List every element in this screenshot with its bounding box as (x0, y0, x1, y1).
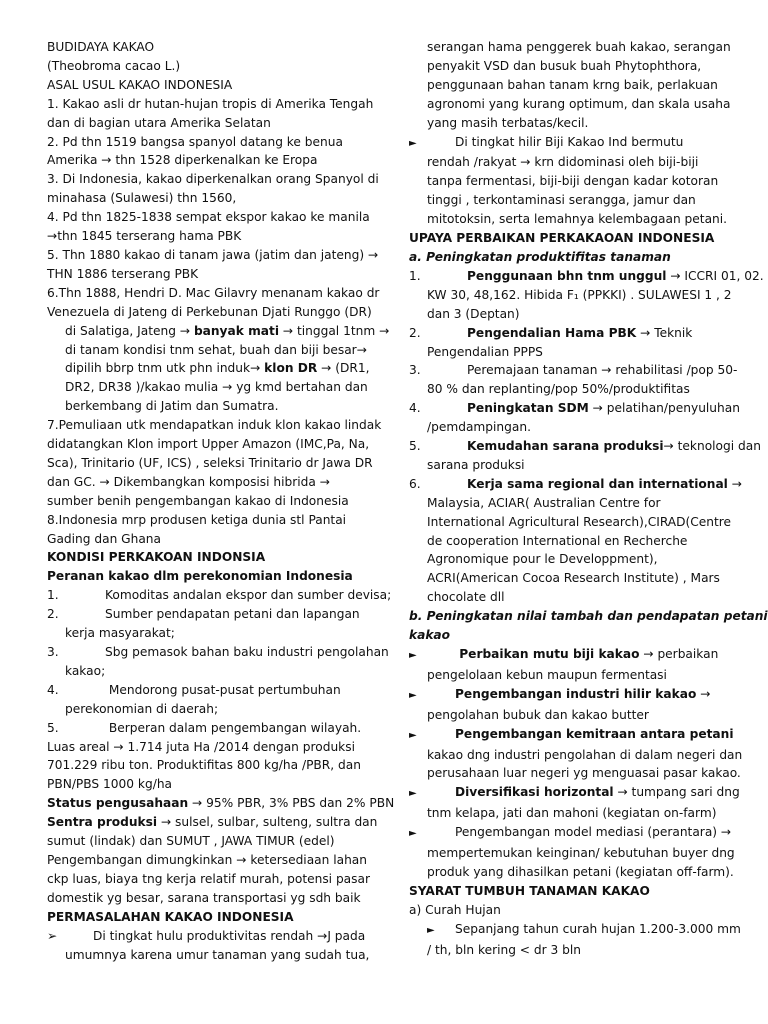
line-text: dan 3 (Deptan) (427, 306, 520, 321)
text-line (47, 95, 374, 114)
text-line (409, 324, 731, 343)
subheading: kakao (409, 628, 451, 643)
line-text: sarana produksi (427, 457, 525, 472)
arrow-bullet-icon: ➢ (47, 928, 58, 943)
bold-text: klon DR (264, 361, 318, 376)
text-line (409, 172, 731, 191)
line-text: mempertemukan keinginan/ kebutuhan buyer dng (427, 846, 735, 861)
text-line (409, 229, 731, 248)
text-line (47, 927, 369, 946)
text-line (47, 397, 369, 416)
text-line (409, 248, 731, 267)
text-line (409, 153, 731, 172)
text-line (409, 746, 743, 765)
subheading: a. Peningkatan produktifitas tanaman (409, 249, 671, 264)
text-line (47, 794, 395, 813)
line-text: 7.Pemuliaan utk mendapatkan induk klon kakao lindak (47, 418, 382, 433)
text-line (409, 286, 731, 305)
text-line (409, 361, 738, 380)
text-line (47, 530, 369, 549)
line-text: THN 1886 terserang PBK (47, 266, 199, 281)
line-text: Berperan dalam pengembangan wilayah. (105, 720, 362, 735)
list-number: 2. (409, 325, 421, 340)
text-line (47, 246, 379, 265)
line-text: di tanam kondisi tnm sehat, buah dan biji besar→ (65, 342, 367, 357)
line-text: dan di bagian utara Amerika Selatan (47, 115, 271, 130)
triangle-bullet-icon: ► (409, 788, 417, 800)
bold-text: Diversifikasi horizontal (455, 785, 614, 800)
line-text: sumut (lindak) dan SUMUT , JAWA TIMUR (edel) (47, 834, 335, 849)
list-number: 6. (409, 476, 421, 491)
line-text: Malaysia, ACIAR( Australian Centre for (427, 495, 661, 510)
text-line (47, 813, 378, 832)
line-text: a) Curah Hujan (409, 902, 501, 917)
text-line (409, 685, 731, 706)
text-line (47, 567, 369, 586)
bold-text: KONDISI PERKAKOAN INDONSIA (47, 550, 266, 565)
line-text: Pengembangan dimungkinkan → ketersediaan lahan (47, 852, 368, 867)
bold-text: banyak mati (193, 323, 280, 338)
text-line (47, 662, 369, 681)
line-text: ACRI(American Cocoa Research Institute) , Mars (427, 571, 720, 586)
text-line (47, 227, 369, 246)
line-text: rendah /rakyat → krn didominasi oleh biji-biji (427, 155, 699, 170)
list-number: 3. (409, 363, 421, 378)
text-line (409, 823, 731, 844)
text-line (409, 626, 731, 645)
text-line (409, 550, 731, 569)
text-line (47, 851, 369, 870)
text-line (409, 210, 731, 229)
line-text-cont: → pelatihan/penyuluhan (588, 401, 740, 416)
triangle-bullet-icon: ► (409, 828, 417, 840)
text-line (409, 475, 742, 494)
line-text: Komoditas andalan ekspor dan sumber devisa; (105, 588, 392, 603)
text-line (409, 607, 768, 626)
list-number: 1. (47, 588, 59, 603)
bold-text: PERMASALAHAN KAKAO INDONESIA (47, 909, 294, 924)
line-text: Sepanjang tahun curah hujan 1.200-3.000 mm (455, 921, 741, 936)
text-line (47, 756, 369, 775)
text-line (409, 882, 731, 901)
text-line (47, 76, 369, 95)
text-line (409, 114, 731, 133)
text-line (47, 38, 369, 57)
line-text: Pengembangan model mediasi (perantara) → (455, 825, 732, 840)
bold-text: Sentra produksi (47, 815, 158, 830)
line-text: Sbg pemasok bahan baku industri pengolahan (105, 645, 389, 659)
line-text-cont: → (DR1, (317, 361, 370, 376)
line-text: 3. Di Indonesia, kakao diperkenalkan orang Spanyol di (47, 172, 379, 187)
bold-text: Pengembangan kemitraan antara petani (455, 726, 734, 741)
line-text: Di tingkat hulu produktivitas rendah →J pada (93, 928, 366, 943)
text-line (409, 418, 731, 437)
text-line (409, 588, 731, 607)
text-line (47, 322, 390, 341)
line-text: ckp luas, biaya tng kerja relatif murah, potensi pasar (47, 871, 370, 886)
bold-text: Kemudahan sarana produksi (467, 439, 664, 454)
left-column (47, 38, 395, 964)
line-text: Gading dan Ghana (47, 531, 162, 546)
line-text: DR2, DR38 )/kakao mulia → yg kmd bertahan dan (65, 380, 368, 395)
line-text: kakao; (65, 663, 106, 678)
text-line (409, 569, 731, 588)
triangle-bullet-icon: ► (427, 924, 435, 936)
line-text: agronomi yang kurang optimum, dan skala usaha (427, 96, 731, 111)
text-line (409, 901, 731, 920)
text-line (47, 719, 369, 738)
line-text: serangan hama penggerek buah kakao, serangan (427, 40, 731, 54)
list-number: 5. (409, 439, 421, 454)
line-text: 1. Kakao asli dr hutan-hujan tropis di Amerika Tengah (47, 96, 374, 111)
line-text-cont: → teknologi dan (663, 439, 761, 454)
bold-text: UPAYA PERBAIKAN PERKAKAOAN INDONESIA (409, 231, 715, 246)
line-text: Sca), Trinitario (UF, ICS) , seleksi Trinitario dr Jawa DR (47, 455, 373, 470)
text-line (409, 706, 731, 725)
line-text: 80 % dan replanting/pop 50%/produktifitas (427, 382, 690, 397)
line-text-cont: → sulsel, sulbar, sulteng, sultra dan (157, 815, 378, 830)
text-line (409, 783, 740, 804)
text-line (47, 832, 369, 851)
text-line (47, 889, 369, 908)
text-line (47, 284, 380, 303)
text-line (409, 305, 731, 324)
text-line (47, 189, 369, 208)
line-text: (Theobroma cacao L.) (47, 58, 181, 73)
line-text: berkembang di Jatim dan Sumatra. (65, 399, 279, 414)
line-text: →thn 1845 terserang hama PBK (47, 229, 242, 244)
line-text: dan GC. → Dikembangkan komposisi hibrida → (47, 474, 330, 489)
text-line (409, 191, 731, 210)
line-text: KW 30, 48,162. Hibida F₁ (PPKKI) . SULAWESI 1 , 2 (427, 287, 732, 302)
line-text: ASAL USUL KAKAO INDONESIA (47, 77, 233, 92)
text-line (409, 437, 761, 456)
line-text: produk yang dihasilkan petani (kegiatan off-farm). (427, 864, 734, 879)
triangle-bullet-icon: ► (409, 137, 417, 149)
line-text-cont: → (727, 476, 742, 491)
line-text: kerja masyarakat; (65, 626, 175, 641)
text-line (409, 343, 731, 362)
text-line (47, 492, 369, 511)
line-text: Venezuela di Jateng di Perkebunan Djati Runggo (DR) (47, 304, 372, 319)
line-text: perusahaan luar negeri yg menguasai pasar kakao. (427, 766, 741, 781)
line-text: tanpa fermentasi, biji-biji dengan kadar kotoran (427, 174, 719, 189)
triangle-bullet-icon: ► (409, 650, 417, 661)
text-line (409, 494, 731, 513)
text-line (47, 946, 369, 965)
text-line (47, 57, 369, 76)
line-text: tnm kelapa, jati dan mahoni (kegiatan on-farm) (427, 806, 717, 821)
text-line (47, 208, 369, 227)
text-line (409, 863, 734, 882)
text-line (47, 908, 369, 927)
text-line (47, 775, 369, 794)
line-text: Pengendalian PPPS (427, 344, 543, 359)
text-line (47, 681, 369, 700)
text-line (47, 511, 369, 530)
line-text-cont: → tinggal 1tnm → (279, 323, 390, 338)
text-line (47, 114, 369, 133)
line-text: didatangkan Klon import Upper Amazon (IMC,Pa, Na, (47, 437, 370, 452)
text-line (409, 133, 731, 154)
line-text-cont: → 95% PBR, 3% PBS dan 2% PBN (188, 796, 395, 811)
line-text: Amerika → thn 1528 diperkenalkan ke Eropa (47, 153, 318, 168)
line-text: minahasa (Sulawesi) thn 1560, (47, 191, 237, 206)
text-line (409, 920, 741, 941)
bold-text: Pengendalian Hama PBK (467, 325, 637, 340)
text-line (409, 764, 741, 783)
line-text: Luas areal → 1.714 juta Ha /2014 dengan produksi (47, 739, 355, 754)
text-line (47, 738, 369, 757)
list-number: 3. (47, 645, 59, 659)
line-text: perekonomian di daerah; (65, 701, 219, 716)
line-text-cont: → Teknik (636, 325, 693, 340)
subheading: b. Peningkatan nilai tambah dan pendapatan petani (409, 609, 768, 624)
text-line (47, 341, 369, 360)
line-text: chocolate dll (427, 590, 505, 605)
line-text: 5. Thn 1880 kakao di tanam jawa (jatim dan jateng) → (47, 247, 379, 262)
list-number: 4. (409, 401, 421, 416)
text-line (409, 513, 731, 532)
list-number: 1. (409, 268, 421, 283)
list-number: 4. (47, 682, 59, 697)
text-line (409, 725, 734, 746)
line-text: 4. Pd thn 1825-1838 sempat ekspor kakao ke manila (47, 210, 370, 225)
line-text: umumnya karena umur tanaman yang sudah tua, (65, 947, 370, 962)
line-text: Mendorong pusat-pusat pertumbuhan (105, 682, 341, 697)
line-text: penggunaan bahan tanam krng baik, perlakuan (427, 77, 718, 92)
bold-text: Peranan kakao dlm perekonomian Indonesia (47, 569, 353, 584)
text-line (409, 267, 764, 286)
text-line (47, 133, 369, 152)
text-line (409, 95, 731, 114)
list-number: 5. (47, 720, 59, 735)
line-text: dipilih bbrp tnm utk phn induk→ (65, 361, 265, 376)
text-line (409, 76, 731, 95)
text-line (409, 380, 731, 399)
text-line (47, 643, 389, 662)
line-text: International Agricultural Research),CIRAD(Centre (427, 514, 732, 529)
text-line (409, 38, 731, 57)
text-line (409, 399, 740, 418)
text-line (47, 473, 369, 492)
bold-text: SYARAT TUMBUH TANAMAN KAKAO (409, 883, 650, 898)
bold-text: Perbaikan mutu biji kakao (455, 647, 640, 661)
text-line (47, 586, 392, 605)
line-text: 8.Indonesia mrp produsen ketiga dunia stl Pantai (47, 512, 347, 527)
text-line (47, 454, 373, 473)
line-text: BUDIDAYA KAKAO (47, 40, 155, 54)
text-line (47, 700, 369, 719)
line-text: Di tingkat hilir Biji Kakao Ind bermutu (455, 134, 684, 149)
text-line (409, 456, 731, 475)
right-column (409, 38, 768, 960)
line-text: /pemdampingan. (427, 420, 531, 435)
line-text: penyakit VSD dan busuk buah Phytophthora, (427, 58, 702, 73)
line-text: domestik yg besar, sarana transportasi yg sdh baik (47, 890, 361, 905)
text-line (47, 378, 369, 397)
text-line (47, 870, 369, 889)
text-line (47, 624, 369, 643)
text-line (47, 303, 372, 322)
line-text-cont: → tumpang sari dng (613, 785, 740, 800)
line-text: Peremajaan tanaman → rehabilitasi /pop 50- (467, 363, 738, 378)
line-text-cont: → ICCRI 01, 02. (666, 268, 764, 283)
text-line (409, 57, 731, 76)
bold-text: Penggunaan bhn tnm unggul (467, 268, 667, 283)
line-text: 2. Pd thn 1519 bangsa spanyol datang ke benua (47, 134, 343, 149)
text-line (47, 548, 369, 567)
text-line (47, 359, 369, 378)
line-text: de cooperation International en Recherche (427, 533, 688, 548)
triangle-bullet-icon: ► (409, 689, 417, 701)
text-line (47, 435, 369, 454)
line-text-cont: → (696, 686, 711, 701)
line-text: 701.229 ribu ton. Produktifitas 800 kg/ha /PBR, dan (47, 758, 361, 773)
bold-text: Status pengusahaan (47, 796, 189, 811)
line-text: PBN/PBS 1000 kg/ha (47, 777, 173, 792)
line-text: sumber benih pengembangan kakao di Indonesia (47, 493, 349, 508)
line-text: mitotoksin, serta lemahnya kelembagaan petani. (427, 212, 728, 227)
line-text: Agronomique pour le Developpment), (427, 552, 658, 567)
text-line (409, 666, 731, 685)
list-number: 2. (47, 607, 59, 622)
text-line (47, 151, 369, 170)
line-text: pengolahan bubuk dan kakao butter (427, 707, 649, 722)
text-line (409, 804, 731, 823)
bold-text: Kerja sama regional dan international (467, 476, 728, 491)
text-line (409, 532, 731, 551)
text-line (47, 605, 369, 624)
triangle-bullet-icon: ► (409, 729, 417, 741)
bold-text: Peningkatan SDM (467, 401, 589, 416)
line-text: / th, bln kering < dr 3 bln (427, 942, 581, 957)
line-text: 6.Thn 1888, Hendri D. Mac Gilavry menanam kakao dr (47, 285, 380, 300)
text-line (409, 941, 731, 960)
line-text: tinggi , terkontaminasi serangga, jamur dan (427, 193, 696, 208)
line-text-cont: → perbaikan (639, 647, 719, 661)
bold-text: Pengembangan industri hilir kakao (455, 686, 697, 701)
text-line (47, 265, 369, 284)
line-text: Sumber pendapatan petani dan lapangan (105, 607, 360, 622)
line-text: yang masih terbatas/kecil. (427, 115, 589, 130)
line-text: pengelolaan kebun maupun fermentasi (427, 667, 667, 682)
line-text: di Salatiga, Jateng → (65, 323, 194, 338)
line-text: kakao dng industri pengolahan di dalam negeri dan (427, 747, 743, 762)
text-line (47, 170, 379, 189)
text-line (409, 645, 731, 666)
text-line (47, 416, 382, 435)
text-line (409, 844, 735, 863)
